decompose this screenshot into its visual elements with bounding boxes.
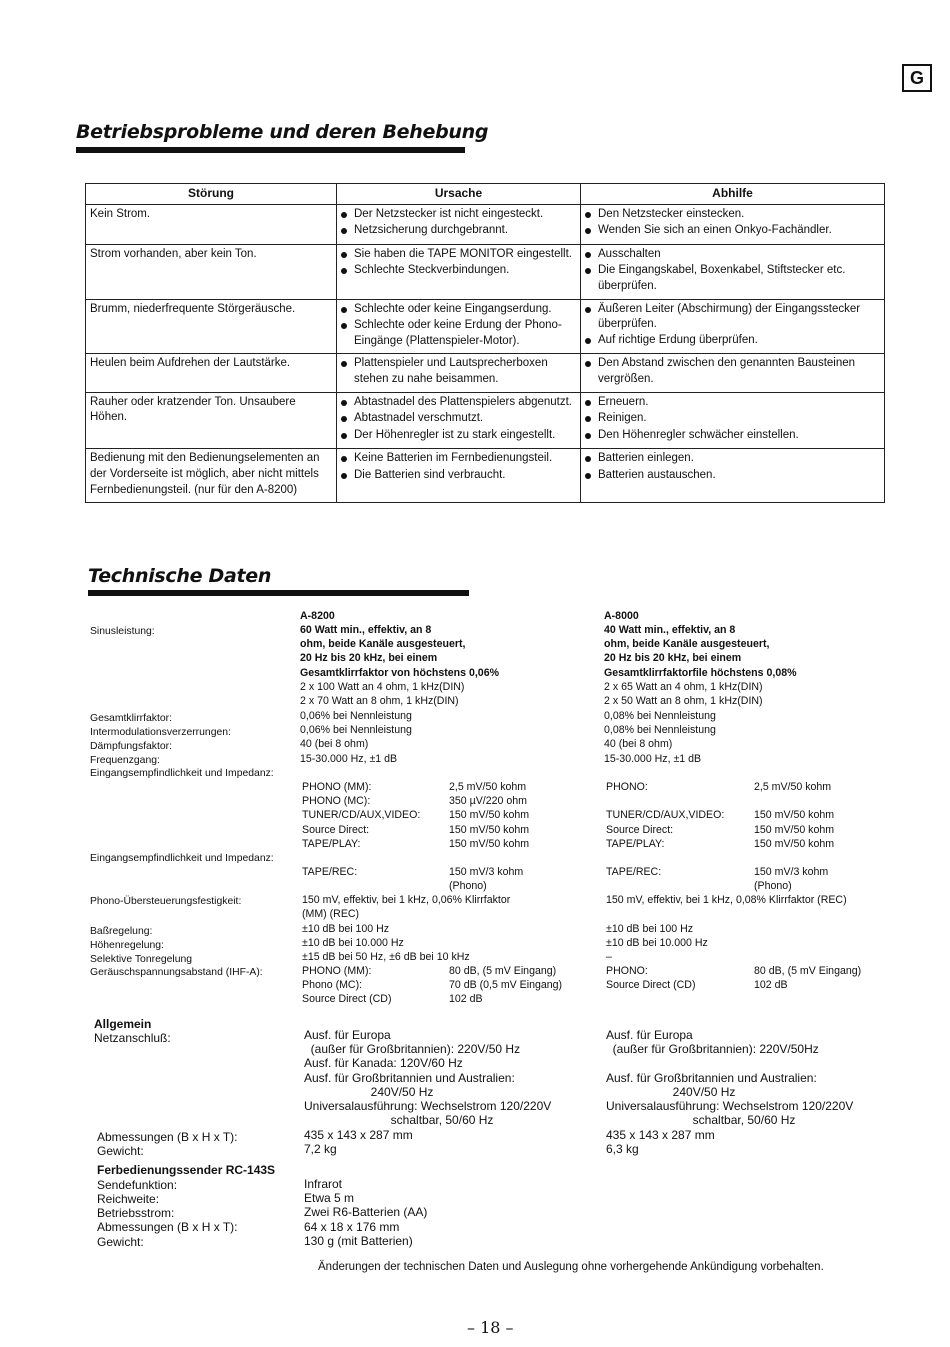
cause-text: Der Höhenregler ist zu stark eingestellt. bbox=[354, 428, 556, 441]
a8200-power-din: 2 x 100 Watt an 4 ohm, 1 kHz(DIN) 2 x 70 Watt an 8 ohm, 1 kHz(DIN) bbox=[300, 681, 465, 708]
symptom-cell: Bedienung mit den Bedienungselementen an der Vorderseite ist möglich, aber nicht mittels Fernbedienungsteil. (nur für den A-8200) bbox=[86, 449, 337, 503]
label-hoehen: Höhenregelung: bbox=[90, 940, 164, 951]
remedy-text: Den Abstand zwischen den genannten Bausteinen vergrößen. bbox=[598, 357, 856, 385]
cause-item bbox=[341, 451, 576, 468]
cause-text: Schlechte Steckverbindungen. bbox=[354, 264, 510, 277]
language-badge: G bbox=[902, 64, 932, 92]
bullet-icon bbox=[585, 302, 598, 333]
label-empfindlichkeit-2: Eingangsempfindlichkeit und Impedanz: bbox=[90, 853, 274, 864]
table-row bbox=[86, 392, 885, 449]
cause-cell bbox=[337, 204, 581, 244]
a8200-inputs-names: PHONO (MM): PHONO (MC): TUNER/CD/AUX,VIDEO: Source Direct: TAPE/PLAY: bbox=[302, 781, 421, 850]
symptom-cell: Heulen beim Aufdrehen der Lautstärke. bbox=[86, 354, 337, 392]
table-row bbox=[86, 204, 885, 244]
cause-item bbox=[341, 263, 576, 280]
a8000-snr-names: PHONO: Source Direct (CD) bbox=[606, 965, 696, 992]
symptom-cell: Rauher oder kratzender Ton. Unsaubere Höhen. bbox=[86, 392, 337, 449]
remedy-item bbox=[585, 395, 880, 412]
label-netzanschluss: Netzanschluß: bbox=[94, 1031, 171, 1045]
specs-title-underline bbox=[88, 590, 469, 596]
remedy-item bbox=[585, 247, 880, 264]
cause-cell bbox=[337, 354, 581, 392]
label-allgemein: Allgemein bbox=[94, 1017, 152, 1031]
cause-item bbox=[341, 468, 576, 485]
cause-item bbox=[341, 428, 576, 445]
label-abmessungen: Abmessungen (B x H x T): bbox=[97, 1130, 238, 1144]
remedy-cell bbox=[581, 204, 885, 244]
cause-item bbox=[341, 356, 576, 387]
bullet-icon bbox=[341, 356, 354, 387]
a8200-power: 60 Watt min., effektiv, an 8 ohm, beide Kanäle ausgesteuert, 20 Hz bis 20 kHz, bei einem Gesamtklirrfaktor von höchstens 0,06% bbox=[300, 624, 500, 679]
symptom-cell: Kein Strom. bbox=[86, 204, 337, 244]
label-imd: Intermodulationsverzerrungen: bbox=[90, 727, 231, 738]
a8000-power-din: 2 x 65 Watt an 4 ohm, 1 kHz(DIN) 2 x 50 Watt an 8 ohm, 1 kHz(DIN) bbox=[604, 681, 763, 708]
cause-item bbox=[341, 223, 576, 240]
remedy-item bbox=[585, 411, 880, 428]
remedy-text: Erneuern. bbox=[598, 395, 649, 408]
bullet-icon bbox=[341, 468, 354, 485]
remedy-cell bbox=[581, 354, 885, 392]
bullet-icon bbox=[585, 451, 598, 468]
bullet-icon bbox=[585, 428, 598, 445]
a8000-tone: ±10 dB bei 100 Hz ±10 dB bei 10.000 Hz – bbox=[606, 923, 708, 964]
bullet-icon bbox=[341, 395, 354, 412]
bullet-icon bbox=[341, 451, 354, 468]
cause-item bbox=[341, 302, 576, 319]
remedy-text: Reinigen. bbox=[598, 412, 647, 425]
cause-text: Der Netzstecker ist nicht eingesteckt. bbox=[354, 207, 544, 220]
label-betriebsstrom: Betriebsstrom: bbox=[97, 1206, 175, 1220]
page-number: – 18 – bbox=[467, 1318, 514, 1337]
a8000-dims: 435 x 143 x 287 mm 6,3 kg bbox=[606, 1128, 715, 1157]
bullet-icon bbox=[341, 263, 354, 280]
a8200-snr-values: 80 dB, (5 mV Eingang) 70 dB (0,5 mV Eingang) 102 dB bbox=[449, 965, 563, 1006]
cause-text: Die Batterien sind verbraucht. bbox=[354, 468, 506, 481]
remedy-cell bbox=[581, 392, 885, 449]
cause-cell bbox=[337, 449, 581, 503]
cause-cell bbox=[337, 244, 581, 299]
remedy-item bbox=[585, 263, 880, 294]
label-sendefunktion: Sendefunktion: bbox=[97, 1178, 178, 1192]
table-row bbox=[86, 449, 885, 503]
table-row bbox=[86, 354, 885, 392]
cause-item bbox=[341, 318, 576, 349]
label-fernbedienung: Ferbedienungssender RC-143S bbox=[97, 1163, 276, 1177]
bullet-icon bbox=[341, 207, 354, 224]
a8000-model: A-8000 bbox=[604, 610, 639, 622]
remedy-text: Auf richtige Erdung überprüfen. bbox=[598, 333, 758, 346]
remedy-text: Den Netzstecker einstecken. bbox=[598, 207, 745, 220]
bullet-icon bbox=[585, 223, 598, 240]
cause-text: Netzsicherung durchgebrannt. bbox=[354, 224, 509, 237]
label-snr: Geräuschspannungsabstand (IHF-A): bbox=[90, 967, 263, 978]
table-header-row bbox=[86, 184, 885, 205]
specs-title: Technische Daten bbox=[88, 565, 272, 587]
a8000-tape-rec-name: TAPE/REC: bbox=[606, 866, 662, 878]
title-underline bbox=[76, 147, 465, 153]
remedy-text: Den Höhenregler schwächer einstellen. bbox=[598, 428, 799, 441]
label-sinusleistung: Sinusleistung: bbox=[90, 626, 155, 637]
a8000-snr-values: 80 dB, (5 mV Eingang) 102 dB bbox=[754, 965, 862, 992]
label-klirrfaktor: Gesamtklirrfaktor: bbox=[90, 713, 172, 724]
cause-text: Abtastnadel verschmutzt. bbox=[354, 412, 484, 425]
bullet-icon bbox=[585, 468, 598, 485]
a8000-inputs-names: PHONO: TUNER/CD/AUX,VIDEO: Source Direct: TAPE/PLAY: bbox=[606, 781, 725, 850]
footnote: Änderungen der technischen Daten und Auslegung ohne vorhergehende Ankündigung vorbehalten. bbox=[318, 1261, 824, 1273]
a8200-tone: ±10 dB bei 100 Hz ±10 dB bei 10.000 Hz ±15 dB bei 50 Hz, ±6 dB bei 10 kHz bbox=[302, 923, 470, 964]
label-daempfung: Dämpfungsfaktor: bbox=[90, 741, 173, 752]
cause-text: Plattenspieler und Lautsprecherboxen stehen zu nahe beisammen. bbox=[354, 357, 548, 385]
table-row bbox=[86, 299, 885, 354]
label-empfindlichkeit-1: Eingangsempfindlichkeit und Impedanz: bbox=[90, 768, 274, 779]
remedy-item bbox=[585, 333, 880, 350]
a8200-inputs-values: 2,5 mV/50 kohm 350 µV/220 ohm 150 mV/50 kohm 150 mV/50 kohm 150 mV/50 kohm bbox=[449, 781, 530, 850]
a8000-basic: 0,08% bei Nennleistung 0,08% bei Nennleistung 40 (bei 8 ohm) 15-30.000 Hz, ±1 dB bbox=[604, 710, 716, 765]
a8000-tape-rec-value: 150 mV/3 kohm (Phono) bbox=[754, 866, 829, 893]
label-gewicht-remote: Gewicht: bbox=[97, 1235, 144, 1249]
a8200-tape-rec-name: TAPE/REC: bbox=[302, 866, 358, 878]
a8200-basic: 0,06% bei Nennleistung 0,06% bei Nennleistung 40 (bei 8 ohm) 15-30.000 Hz, ±1 dB bbox=[300, 710, 412, 765]
label-abmessungen-remote: Abmessungen (B x H x T): bbox=[97, 1220, 238, 1234]
bullet-icon bbox=[341, 318, 354, 349]
cause-text: Schlechte oder keine Eingangserdung. bbox=[354, 302, 552, 315]
remedy-item bbox=[585, 428, 880, 445]
cause-text: Keine Batterien im Fernbedienungsteil. bbox=[354, 452, 553, 465]
cause-item bbox=[341, 411, 576, 428]
bullet-icon bbox=[341, 302, 354, 319]
remedy-cell bbox=[581, 449, 885, 503]
cause-cell bbox=[337, 299, 581, 354]
remedy-item bbox=[585, 356, 880, 387]
label-gewicht: Gewicht: bbox=[97, 1144, 144, 1158]
remedy-item bbox=[585, 223, 880, 240]
a8000-mains: Ausf. für Europa (außer für Großbritannien): 220V/50Hz Ausf. für Großbritannien und Australien: 240V/50 Hz Universalausführung: Wechselstrom 120/220V schaltbar, 50/60 Hz bbox=[606, 1028, 854, 1128]
cause-text: Schlechte oder keine Erdung der Phono-Eingänge (Plattenspieler-Motor). bbox=[354, 319, 562, 347]
remedy-cell bbox=[581, 244, 885, 299]
remedy-item bbox=[585, 468, 880, 485]
a8200-tape-rec-value: 150 mV/3 kohm (Phono) bbox=[449, 866, 524, 893]
bullet-icon bbox=[585, 411, 598, 428]
bullet-icon bbox=[585, 247, 598, 264]
remedy-item bbox=[585, 207, 880, 224]
remedy-cell bbox=[581, 299, 885, 354]
label-phono-uebersteuerung: Phono-Übersteuerungsfestigkeit: bbox=[90, 896, 242, 907]
bullet-icon bbox=[585, 395, 598, 412]
bullet-icon bbox=[341, 247, 354, 264]
remedy-text: Äußeren Leiter (Abschirmung) der Eingangsstecker überprüfen. bbox=[598, 302, 861, 331]
symptom-cell: Strom vorhanden, aber kein Ton. bbox=[86, 244, 337, 299]
cause-item bbox=[341, 207, 576, 224]
header-cause: Ursache bbox=[337, 184, 581, 205]
troubleshooting-title: Betriebsprobleme und deren Behebung bbox=[76, 121, 489, 143]
bullet-icon bbox=[341, 411, 354, 428]
bullet-icon bbox=[585, 333, 598, 350]
cause-text: Sie haben die TAPE MONITOR eingestellt. bbox=[354, 247, 572, 260]
cause-item bbox=[341, 395, 576, 412]
remedy-text: Ausschalten bbox=[598, 247, 661, 260]
label-frequenzgang: Frequenzgang: bbox=[90, 755, 160, 766]
bullet-icon bbox=[585, 356, 598, 387]
cause-cell bbox=[337, 392, 581, 449]
header-symptom: Störung bbox=[86, 184, 337, 205]
a8200-remote: Infrarot Etwa 5 m Zwei R6-Batterien (AA) 64 x 18 x 176 mm 130 g (mit Batterien) bbox=[304, 1177, 428, 1248]
remedy-text: Batterien austauschen. bbox=[598, 468, 716, 481]
remedy-text: Wenden Sie sich an einen Onkyo-Fachändler. bbox=[598, 224, 832, 237]
label-selektiv: Selektive Tonregelung bbox=[90, 954, 193, 965]
bullet-icon bbox=[585, 263, 598, 294]
remedy-text: Batterien einlegen. bbox=[598, 452, 694, 465]
remedy-item bbox=[585, 451, 880, 468]
a8200-dims: 435 x 143 x 287 mm 7,2 kg bbox=[304, 1128, 413, 1157]
table-row bbox=[86, 244, 885, 299]
a8000-phono-over: 150 mV, effektiv, bei 1 kHz, 0,08% Klirrfaktor (REC) bbox=[606, 894, 847, 906]
header-remedy: Abhilfe bbox=[581, 184, 885, 205]
symptom-cell: Brumm, niederfrequente Störgeräusche. bbox=[86, 299, 337, 354]
a8000-power: 40 Watt min., effektiv, an 8 ohm, beide Kanäle ausgesteuert, 20 Hz bis 20 kHz, bei einem Gesamtklirrfaktorfile höchstens 0,08% bbox=[604, 624, 797, 679]
a8200-snr-names: PHONO (MM): Phono (MC): Source Direct (CD) bbox=[302, 965, 392, 1006]
cause-text: Abtastnadel des Plattenspielers abgenutzt. bbox=[354, 395, 573, 408]
label-reichweite: Reichweite: bbox=[97, 1192, 160, 1206]
remedy-item bbox=[585, 302, 880, 333]
bullet-icon bbox=[341, 223, 354, 240]
bullet-icon bbox=[585, 207, 598, 224]
bullet-icon bbox=[341, 428, 354, 445]
a8200-model: A-8200 bbox=[300, 610, 335, 622]
a8000-inputs-values: 2,5 mV/50 kohm 150 mV/50 kohm 150 mV/50 kohm 150 mV/50 kohm bbox=[754, 781, 835, 850]
label-bass: Baßregelung: bbox=[90, 926, 153, 937]
troubleshooting-table bbox=[85, 183, 885, 503]
remedy-text: Die Eingangskabel, Boxenkabel, Stiftstecker etc. überprüfen. bbox=[598, 264, 846, 292]
a8200-phono-over: 150 mV, effektiv, bei 1 kHz, 0,06% Klirrfaktor (MM) (REC) bbox=[302, 894, 511, 921]
a8200-mains: Ausf. für Europa (außer für Großbritannien): 220V/50 Hz Ausf. für Kanada: 120V/60 Hz Ausf. für Großbritannien und Australien: 240V/50 Hz Universalausführung: Wechselstrom 120/220V schaltbar, 50/60 Hz bbox=[304, 1028, 552, 1128]
cause-item bbox=[341, 247, 576, 264]
